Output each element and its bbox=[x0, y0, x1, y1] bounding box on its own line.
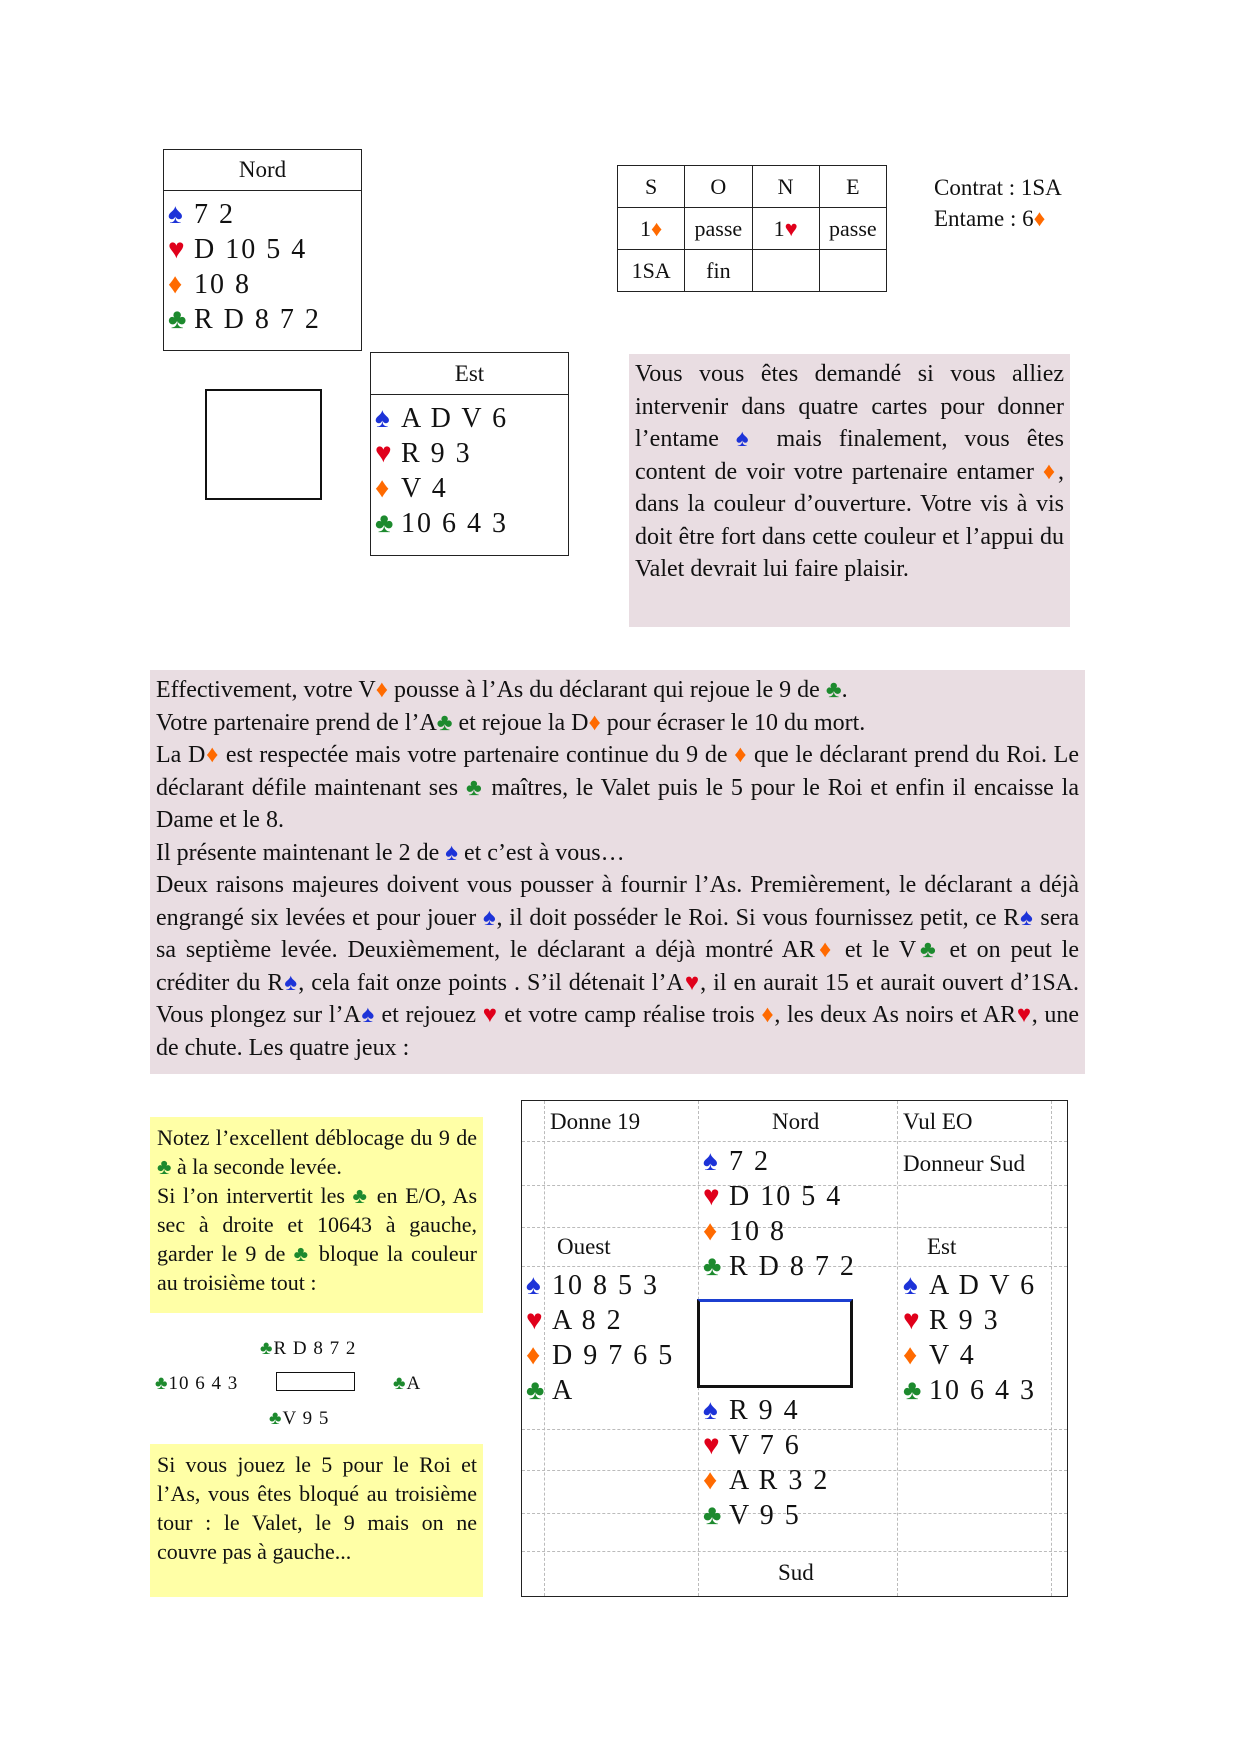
text: . bbox=[841, 677, 848, 703]
club-icon: ♣ bbox=[916, 937, 940, 963]
club-icon: ♣ bbox=[352, 1183, 370, 1208]
club-icon: ♣ bbox=[703, 1251, 724, 1282]
para-line bbox=[156, 869, 1079, 1064]
text: , une de chute. Les quatre jeux : bbox=[156, 1002, 1080, 1061]
text: et rejoue la D bbox=[452, 709, 589, 736]
lead-text: Entame : 6 bbox=[934, 206, 1034, 231]
bid-level: 1 bbox=[773, 215, 785, 241]
deal-east-label: Est bbox=[927, 1234, 957, 1259]
text: A D V 6 bbox=[929, 1270, 1037, 1301]
table-square bbox=[205, 389, 322, 500]
bid-n-1 bbox=[752, 208, 819, 250]
text: 10 6 4 3 bbox=[929, 1375, 1036, 1406]
diamond-icon: ♦ bbox=[205, 742, 220, 768]
north-hearts: D 10 5 4 bbox=[194, 234, 308, 265]
club-icon: ♣ bbox=[393, 1373, 407, 1394]
north-diamonds: 10 8 bbox=[194, 269, 251, 300]
heart-icon: ♥ bbox=[526, 1305, 545, 1336]
heart-icon: ♥ bbox=[482, 1002, 498, 1028]
north-spades: 7 2 bbox=[194, 199, 235, 230]
text: D 10 5 4 bbox=[729, 1181, 843, 1212]
mini-east bbox=[393, 1373, 421, 1395]
text: , les deux As noirs et AR bbox=[774, 1002, 1017, 1028]
text: maîtres, le Valet puis le 5 pour le Roi et enfin il encaisse la Dame et le 8. bbox=[156, 774, 1080, 833]
text: 10 8 bbox=[729, 1216, 786, 1247]
diamond-icon: ♦ bbox=[168, 269, 185, 300]
text: V 9 5 bbox=[729, 1500, 801, 1531]
heart-icon: ♥ bbox=[903, 1305, 922, 1336]
text: 10 6 4 3 bbox=[168, 1373, 239, 1394]
bid-n-2 bbox=[752, 250, 819, 292]
east-diamonds: V 4 bbox=[401, 473, 448, 504]
club-icon: ♣ bbox=[903, 1375, 924, 1406]
text: et votre camp réalise trois bbox=[497, 1002, 762, 1028]
diamond-icon: ♦ bbox=[651, 215, 663, 241]
diamond-icon: ♦ bbox=[1033, 206, 1046, 231]
club-icon: ♣ bbox=[157, 1154, 172, 1179]
mini-south bbox=[269, 1408, 329, 1430]
text: A 8 2 bbox=[552, 1305, 623, 1336]
club-icon: ♣ bbox=[526, 1375, 547, 1406]
diamond-icon: ♦ bbox=[703, 1216, 720, 1247]
yellow-note-2 bbox=[150, 1444, 483, 1597]
bid-header-o: O bbox=[685, 166, 752, 208]
deal-west-label: Ouest bbox=[557, 1234, 611, 1259]
deal-dealer: Donneur Sud bbox=[903, 1151, 1026, 1176]
heart-icon: ♥ bbox=[703, 1181, 722, 1212]
club-icon: ♣ bbox=[465, 774, 484, 801]
text: et rejouez bbox=[374, 1002, 483, 1028]
bid-s-2: 1SA bbox=[618, 250, 685, 292]
text: sera sa septième levée. Deuxièmement, le déclarant a déjà montré AR bbox=[156, 904, 1080, 963]
text: 7 2 bbox=[729, 1146, 770, 1177]
spade-icon: ♠ bbox=[283, 969, 299, 996]
diamond-icon: ♦ bbox=[734, 742, 748, 768]
deal-north-hand bbox=[703, 1144, 856, 1284]
bid-e-2 bbox=[819, 250, 886, 292]
club-icon: ♣ bbox=[155, 1373, 169, 1394]
diamond-icon: ♦ bbox=[761, 1002, 775, 1028]
spade-icon: ♠ bbox=[360, 1002, 375, 1028]
diamond-icon: ♦ bbox=[903, 1340, 920, 1371]
deal-center-table bbox=[697, 1299, 853, 1388]
spade-icon: ♠ bbox=[168, 199, 185, 230]
deal-vulnerability: Vul EO bbox=[903, 1109, 973, 1134]
text: Il présente maintenant le 2 de bbox=[156, 839, 446, 866]
heart-icon: ♥ bbox=[375, 438, 394, 469]
deal-east-hand bbox=[903, 1268, 1036, 1408]
deal-number: Donne 19 bbox=[550, 1109, 641, 1134]
deal-south-label: Sud bbox=[778, 1560, 814, 1585]
text: R D 8 7 2 bbox=[273, 1338, 357, 1359]
spade-icon: ♠ bbox=[526, 1270, 543, 1301]
text: A bbox=[552, 1375, 575, 1406]
text: D 9 7 6 5 bbox=[552, 1340, 675, 1371]
diamond-icon: ♦ bbox=[588, 709, 601, 736]
north-clubs: R D 8 7 2 bbox=[194, 304, 321, 335]
spade-icon: ♠ bbox=[445, 839, 458, 866]
text: Votre partenaire prend de l’A bbox=[156, 709, 437, 736]
diamond-icon: ♦ bbox=[375, 677, 388, 703]
deal-north-label: Nord bbox=[772, 1109, 820, 1134]
text: , il doit posséder le Roi. Si vous fournissez petit, ce R bbox=[496, 904, 1020, 931]
text: Vous vous êtes demandé si vous alliez intervenir dans quatre cartes pour donner l’entame bbox=[635, 361, 1064, 452]
para-line bbox=[156, 739, 1079, 837]
text: bloque la couleur au troisième tout : bbox=[157, 1241, 477, 1295]
text: Effectivement, votre V bbox=[156, 677, 376, 703]
text: Si vous jouez le 5 pour le Roi et l’As, vous êtes bloqué au troisième tour : le Valet, le 9 mais on ne couvre pas à gauche... bbox=[157, 1452, 477, 1564]
heart-icon: ♥ bbox=[168, 234, 187, 265]
para-line bbox=[156, 674, 1079, 707]
bidding-table bbox=[617, 165, 887, 292]
club-icon: ♣ bbox=[825, 677, 842, 703]
text: R D 8 7 2 bbox=[729, 1251, 856, 1282]
text: , cela fait onze points . S’il détenait l’A bbox=[298, 969, 684, 996]
club-icon: ♣ bbox=[293, 1241, 311, 1266]
diamond-icon: ♦ bbox=[375, 473, 392, 504]
spade-icon: ♠ bbox=[1019, 904, 1034, 931]
pink-paragraph-2 bbox=[150, 670, 1085, 1074]
text: Deux raisons majeures doivent vous pousser à fournir l’As. Premièrement, le déclarant a déjà engrangé six levées et pour jouer bbox=[156, 872, 1079, 931]
bid-o-2: fin bbox=[685, 250, 752, 292]
deal-south-hand bbox=[703, 1393, 829, 1533]
club-icon: ♣ bbox=[436, 709, 453, 736]
bid-header-e: E bbox=[819, 166, 886, 208]
text: et le V bbox=[835, 937, 917, 963]
text: V 9 5 bbox=[282, 1408, 330, 1429]
bid-header-n: N bbox=[752, 166, 819, 208]
text: 10 8 5 3 bbox=[552, 1270, 659, 1301]
text: A R 3 2 bbox=[729, 1465, 830, 1496]
text: et on peut le créditer du R bbox=[156, 937, 1079, 996]
text: et c’est à vous… bbox=[457, 839, 625, 866]
spade-icon: ♠ bbox=[703, 1395, 720, 1426]
diamond-icon: ♦ bbox=[1042, 458, 1059, 485]
club-icon: ♣ bbox=[375, 508, 396, 539]
heart-icon: ♥ bbox=[703, 1430, 722, 1461]
lead-label bbox=[934, 203, 1062, 234]
text: V 4 bbox=[929, 1340, 976, 1371]
diamond-icon: ♦ bbox=[526, 1340, 543, 1371]
mini-table bbox=[276, 1372, 355, 1391]
east-spades: A D V 6 bbox=[401, 403, 509, 434]
text: , il en aurait 15 et aurait ouvert d’1SA. Vous plongez sur l’A bbox=[156, 969, 1080, 1028]
text: à la seconde levée. bbox=[171, 1154, 342, 1179]
bid-header-s: S bbox=[618, 166, 685, 208]
contract-label: Contrat : 1SA bbox=[934, 175, 1062, 200]
text: en E/O, As sec à droite et 10643 à gauche, garder le 9 de bbox=[157, 1183, 478, 1266]
spade-icon: ♠ bbox=[903, 1270, 920, 1301]
para-line bbox=[156, 837, 1079, 870]
text: que le déclarant prend du Roi. Le déclarant défile maintenant ses bbox=[156, 742, 1079, 801]
text: R 9 4 bbox=[729, 1395, 800, 1426]
diamond-icon: ♦ bbox=[815, 937, 836, 963]
text: A bbox=[406, 1373, 422, 1394]
text: pour écraser le 10 du mort. bbox=[600, 709, 866, 736]
club-icon: ♣ bbox=[168, 304, 189, 335]
spade-icon: ♠ bbox=[375, 403, 392, 434]
pink-paragraph-1 bbox=[629, 354, 1070, 627]
spade-icon: ♠ bbox=[483, 904, 497, 931]
text: , dans la couleur d’ouverture. Votre vis à vis doit être fort dans cette couleur et l’appui du Valet devrait lui faire plaisir. bbox=[635, 458, 1065, 582]
text: mais finalement, vous êtes content de voir votre partenaire entamer bbox=[635, 426, 1065, 485]
yellow-note-1 bbox=[150, 1117, 483, 1313]
mini-west bbox=[155, 1373, 238, 1395]
deal-west-hand bbox=[526, 1268, 674, 1408]
spade-icon: ♠ bbox=[735, 426, 760, 452]
diamond-icon: ♦ bbox=[703, 1465, 720, 1496]
heart-icon: ♥ bbox=[683, 969, 701, 996]
bid-level: 1 bbox=[640, 215, 651, 241]
club-icon: ♣ bbox=[269, 1408, 283, 1429]
text: pousse à l’As du déclarant qui rejoue le 9 de bbox=[387, 677, 826, 703]
east-clubs: 10 6 4 3 bbox=[401, 508, 508, 539]
club-icon: ♣ bbox=[260, 1338, 274, 1359]
heart-icon: ♥ bbox=[1016, 1002, 1032, 1028]
text: Notez l’excellent déblocage du 9 de bbox=[157, 1125, 477, 1150]
text: V 7 6 bbox=[729, 1430, 801, 1461]
heart-icon: ♥ bbox=[784, 215, 798, 241]
east-hearts: R 9 3 bbox=[401, 438, 472, 469]
deal-grid bbox=[521, 1100, 1068, 1597]
mini-north bbox=[260, 1338, 356, 1360]
club-icon: ♣ bbox=[703, 1500, 724, 1531]
top-east-title: Est bbox=[371, 353, 568, 395]
contract-info bbox=[934, 172, 1062, 234]
text: La D bbox=[156, 742, 206, 768]
para-line bbox=[156, 707, 1079, 740]
top-north-hand bbox=[163, 149, 362, 351]
bid-s-1 bbox=[618, 208, 685, 250]
text: R 9 3 bbox=[929, 1305, 1000, 1336]
text: est respectée mais votre partenaire continue du 9 de bbox=[219, 742, 735, 768]
spade-icon: ♠ bbox=[703, 1146, 720, 1177]
top-north-title: Nord bbox=[164, 150, 361, 191]
text: Si l’on intervertit les bbox=[157, 1183, 353, 1208]
bid-e-1: passe bbox=[819, 208, 886, 250]
top-east-hand bbox=[370, 352, 569, 556]
bid-o-1: passe bbox=[685, 208, 752, 250]
